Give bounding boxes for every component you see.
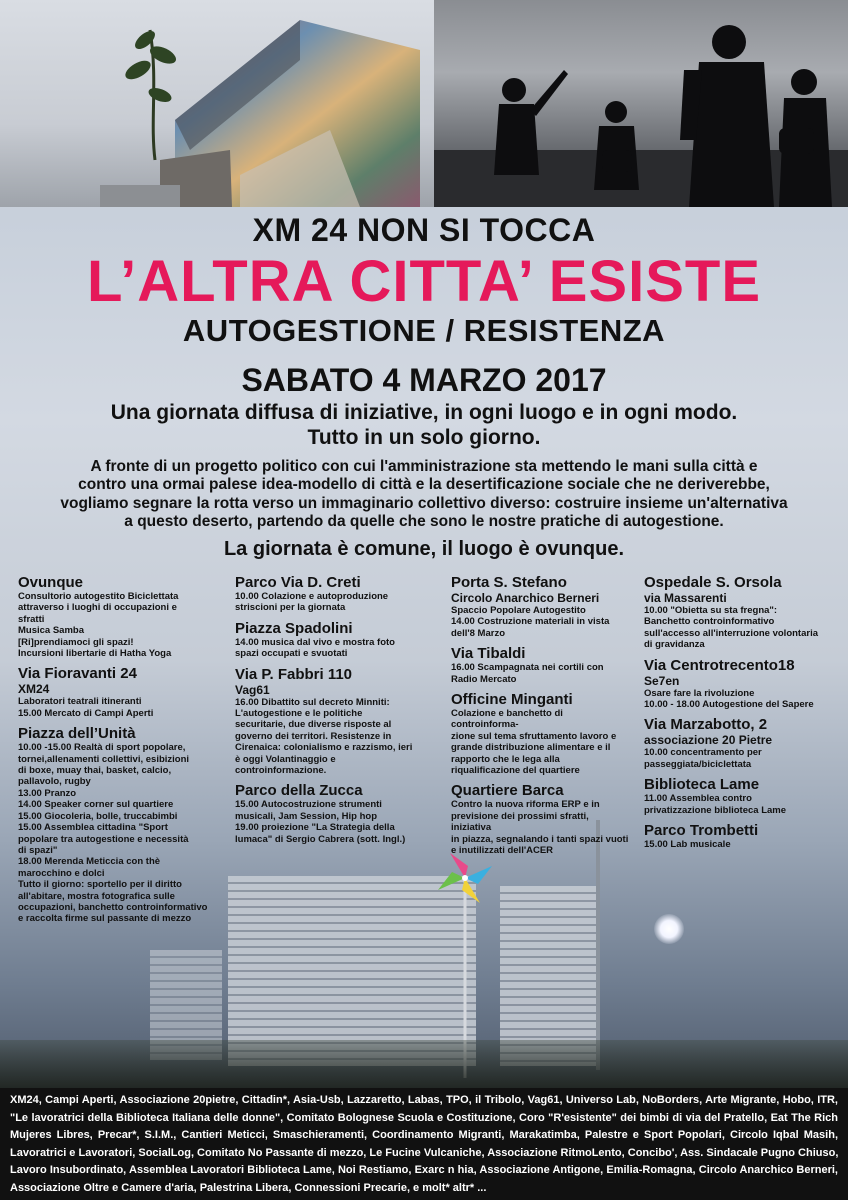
event-detail: 10.00 "Obietta su sta fregna":	[644, 605, 778, 616]
event-detail: Radio Mercato	[451, 673, 517, 685]
event-block	[644, 574, 840, 651]
event-detail: Tutto il giorno: sportello per il diritto	[18, 879, 182, 891]
event-detail: sull'accesso all'interruzione volontaria	[644, 627, 818, 639]
event-detail: musicali, Jam Session, Hip hop	[235, 810, 378, 822]
heading-autogestione: AUTOGESTIONE / RESISTENZA	[182, 313, 666, 348]
event-detail: Incursioni libertarie di Hatha Yoga	[18, 648, 172, 660]
event-detail: e inutilizzati dell'ACER	[451, 845, 554, 857]
event-detail: 10.00 -15.00 Realtà di sport popolare,	[18, 742, 186, 754]
event-date: SABATO 4 MARZO 2017	[241, 362, 607, 398]
intro-paragraph	[12, 458, 836, 531]
event-organizer: Circolo Anarchico Berneri	[451, 591, 600, 605]
event-block	[451, 574, 631, 639]
heading-altra-citta: L’ALTRA CITTA’ ESISTE	[86, 249, 762, 314]
photo-mural-building	[0, 0, 434, 207]
event-detail: 14.00 Costruzione materiali in vista	[451, 616, 610, 628]
event-block	[644, 657, 840, 711]
organizers-line: "Le lavoratrici della Biblioteca Italiana delle donne", Comitato Bolognese Scuola e Costituzione, Coro "R'esistente" dei bimbi di via del Pratello, Eat The Rich	[10, 1111, 838, 1124]
event-detail: di boxe, muay thai, basket, calcio,	[18, 765, 172, 777]
event-location: Via Marzabotto, 2	[644, 716, 768, 734]
event-detail: 16.00 Dibattito sul decreto Minniti:	[235, 696, 390, 708]
event-location: Piazza dell’Unità	[18, 725, 136, 743]
event-block	[451, 782, 631, 856]
organizers-line: Associazione Oltre e Camere d'aria, Palestrina Libera, Connessioni Precarie, e molt* altr* ...	[10, 1181, 487, 1194]
event-detail: tornei,allenamenti collettivi, esibizioni	[18, 753, 190, 765]
subtitle-line-2: Tutto in un solo giorno.	[307, 426, 541, 449]
event-detail: occupazioni, banchetto controinformativo	[18, 901, 208, 913]
event-detail: dell'8 Marzo	[451, 627, 505, 639]
event-detail: Spaccio Popolare Autogestito	[451, 605, 586, 616]
event-detail: Banchetto controinformativo	[644, 616, 775, 628]
event-detail: di spazi"	[18, 844, 58, 856]
event-detail: pallavolo, rugby	[18, 776, 91, 788]
event-detail: previsione dei prossimi sfratti, iniziativa	[451, 810, 589, 834]
night-light	[654, 914, 684, 944]
event-detail: 10.00 concentramento per	[644, 747, 762, 759]
event-detail: rapporto che le lega alla	[451, 753, 560, 765]
event-location: Biblioteca Lame	[644, 776, 760, 794]
event-detail: 15.00 Giocoleria, bolle, truccabimbi	[18, 810, 178, 822]
organizers-line: Lavoratrici e Lavoratori, SocialLog, Comitato No Passante di mezzo, Le Fucine Vulcaniche, Associazione RitmoLento, Concibo', Ass. Sindacale Pugno Chiuso,	[10, 1146, 839, 1159]
event-block	[18, 725, 218, 925]
event-block	[18, 574, 218, 659]
event-detail: 10.00 Colazione e autoproduzione	[235, 591, 389, 602]
event-location: Porta S. Stefano	[451, 574, 567, 591]
event-location: Via P. Fabbri 110	[235, 665, 353, 683]
event-block	[235, 782, 445, 845]
event-location: Parco della Zucca	[235, 782, 363, 800]
event-detail: striscioni per la giornata	[235, 602, 346, 614]
event-block	[235, 620, 445, 660]
event-detail: marocchino e dolci	[18, 867, 105, 879]
event-location: Piazza Spadolini	[235, 619, 353, 637]
program-column-1	[18, 574, 218, 931]
event-detail: [Ri]prendiamoci gli spazi!	[18, 636, 134, 648]
event-detail: 15.00 Lab musicale	[644, 839, 731, 851]
event-detail: Laboratori teatrali itineranti	[18, 696, 142, 708]
event-detail: Consultorio autogestito Biciclettata	[18, 591, 179, 602]
subtitle-line-1: Una giornata diffusa di iniziative, in ogni luogo e in ogni modo.	[110, 401, 738, 424]
program-column-2	[235, 574, 445, 851]
event-organizer: Vag61	[235, 682, 270, 697]
event-organizer: Se7en	[644, 673, 680, 688]
event-detail: 11.00 Assemblea contro	[644, 793, 752, 805]
event-detail: 13.00 Pranzo	[18, 787, 77, 799]
event-location: Via Tibaldi	[451, 645, 526, 663]
event-detail: grande distribuzione alimentare e il	[451, 742, 611, 754]
construction-building	[500, 886, 596, 1066]
event-organizer: associazione 20 Pietre	[644, 733, 773, 748]
event-location: Officine Minganti	[451, 691, 573, 709]
event-detail: Musica Samba	[18, 625, 84, 637]
organizers-line: XM24, Campi Aperti, Associazione 20pietre, Cittadin*, Asia-Usb, Lazzaretto, Labas, TPO, il Tribolo, Vag61, Universo Lab, NoBorders, Arte Migrante, Hobo, ITR,	[10, 1094, 838, 1106]
event-detail: riqualificazione del quartiere	[451, 765, 580, 777]
event-detail: in piazza, segnalando i tanti spazi vuoti	[451, 833, 629, 845]
event-detail: 19.00 proiezione "La Strategia della	[235, 822, 395, 834]
event-block	[451, 691, 631, 776]
event-detail: 10.00 - 18.00 Autogestione del Sapere	[644, 699, 814, 711]
organizers-line: Lavoro Insubordinato, Assemblea Lavoratori Biblioteca Lame, Noi Restiamo, Exarc n hia, Associazione Antigone, Emilia-Romagna, Circolo Anarchico Berneri,	[10, 1164, 838, 1177]
event-detail: 15.00 Autocostruzione strumenti	[235, 799, 382, 811]
event-block	[235, 666, 445, 777]
program-column-3	[451, 574, 631, 863]
drummers-silhouette-illustration	[434, 0, 848, 207]
event-detail: all'abitare, mostra fotografica sulle	[18, 890, 175, 902]
event-detail: Contro la nuova riforma ERP e in	[451, 799, 600, 811]
event-location: Via Fioravanti 24	[18, 665, 137, 683]
event-block	[644, 822, 840, 850]
event-detail: governo dei territori. Resistenze in	[235, 730, 392, 742]
photo-drummers-silhouettes	[434, 0, 848, 207]
event-detail: 14.00 Speaker corner sul quartiere	[18, 799, 174, 811]
event-block	[644, 716, 840, 770]
event-detail: attraverso i luoghi di occupazioni e	[18, 602, 177, 614]
mural-building-illustration	[0, 0, 434, 207]
event-detail: lumaca" di Sergio Cabrera (sott. Ingl.)	[235, 833, 406, 845]
event-detail: Cirenaica: colonialismo e razzismo, ieri	[235, 742, 413, 754]
event-detail: 16.00 Scampagnata nei cortili con	[451, 662, 604, 674]
event-detail: 14.00 musica dal vivo e mostra foto	[235, 636, 395, 648]
intro-line: contro una ormai palese idea-modello di città e la desertificazione sociale che ne deriverebbe,	[78, 476, 770, 494]
event-detail: di gravidanza	[644, 639, 705, 651]
event-detail: zione sul tema sfruttamento lavoro e	[451, 730, 617, 742]
event-detail: 18.00 Merenda Meticcia con thè	[18, 856, 161, 868]
program-column-4	[644, 574, 840, 856]
event-location: Parco Via D. Creti	[235, 574, 361, 591]
event-organizer: via Massarenti	[644, 591, 727, 605]
event-detail: controinformazione.	[235, 765, 327, 777]
event-block	[235, 574, 445, 614]
event-block	[18, 665, 218, 719]
event-detail: è oggi Volantinaggio e	[235, 753, 336, 765]
event-organizer: XM24	[18, 682, 50, 697]
event-detail: securitarie, due diverse risposte al	[235, 719, 392, 731]
event-block	[451, 645, 631, 685]
intro-line: A fronte di un progetto politico con cui l'amministrazione sta mettendo le mani sulla città e	[90, 458, 758, 475]
event-detail: Osare fare la rivoluzione	[644, 687, 755, 699]
organizers-line: Mujeres Libres, Precar*, S.I.M., Cantieri Meticci, Smaschieramenti, Coordinamento Migranti, Marakatimba, Palestre e Sport Popolari, Circolo Iqbal Masih,	[10, 1129, 838, 1142]
event-location: Via Centrotrecento18	[644, 656, 795, 674]
event-detail: Colazione e banchetto di controinforma-	[451, 708, 563, 731]
event-detail: L'autogestione e le politiche	[235, 708, 363, 720]
event-detail: e raccolta firme sul passante di mezzo	[18, 913, 192, 925]
event-detail: popolare tra autogestione e necessità	[18, 833, 189, 845]
event-detail: passeggiata/biciclettata	[644, 758, 752, 770]
event-detail: privatizzazione biblioteca Lame	[644, 804, 787, 816]
event-detail: sfratti	[18, 613, 45, 625]
event-location: Quartiere Barca	[451, 782, 564, 800]
event-location: Ospedale S. Orsola	[644, 574, 782, 591]
heading-xm24: XM 24 NON SI TOCCA	[252, 212, 596, 248]
intro-line: vogliamo segnare la rotta verso un immaginario collettivo diverso: costruire insieme un'alternativa	[60, 494, 788, 512]
intro-line: a questo deserto, partendo da quelle che sono le nostre pratiche di autogestione.	[124, 512, 724, 530]
event-detail: spazi occupati e svuotati	[235, 648, 348, 660]
event-location: Parco Trombetti	[644, 822, 759, 840]
organizers-footer	[0, 1088, 848, 1200]
event-detail: 15.00 Assemblea cittadina "Sport	[18, 822, 168, 834]
ground-grass	[0, 1040, 848, 1090]
event-block	[644, 776, 840, 816]
tagline: La giornata è comune, il luogo è ovunque.	[223, 538, 625, 560]
event-detail: 15.00 Mercato di Campi Aperti	[18, 707, 154, 719]
event-location: Ovunque	[18, 574, 84, 591]
